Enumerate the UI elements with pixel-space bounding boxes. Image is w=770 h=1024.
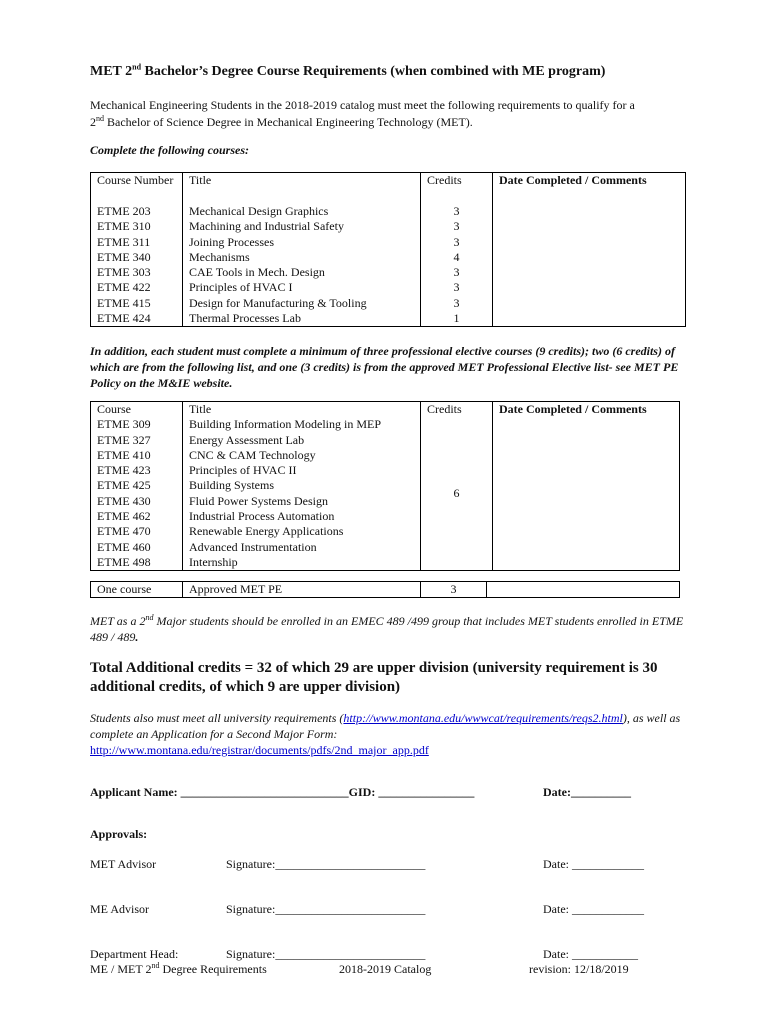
elective-courses-table	[90, 401, 680, 571]
met-advisor-label: MET Advisor	[90, 857, 157, 871]
applicant-name-gid-field[interactable]: Applicant Name: ____________________________GID: ________________	[90, 785, 475, 799]
title-header: Title	[183, 173, 421, 205]
table-row: One course Approved MET PE 3	[91, 582, 680, 598]
credits-header: Credits	[421, 402, 493, 418]
table-row: ETME 424 Thermal Processes Lab 1	[91, 311, 686, 327]
course-number-header: Course Number	[91, 173, 183, 205]
credits-header: Credits	[421, 173, 493, 205]
university-requirements-note: Students also must meet all university requirements (http://www.montana.edu/wwwcat/requirements/reqs2.html), as well as complete an Application for a Second Major Form: http://www.montana.edu/registrar/documents/pdfs/2nd_major_app.pdf	[90, 711, 681, 757]
second-major-form-link[interactable]: http://www.montana.edu/registrar/documents/pdfs/2nd_major_app.pdf	[90, 743, 429, 757]
elective-requirement-text: In addition, each student must complete a minimum of three professional elective courses (9 credits); two (6 credits) of which are from the following list, and one (3 credits) is from the approved MET Professional Elective list- see MET PE Policy on the M&IE website.	[90, 344, 679, 390]
intro-paragraph: Mechanical Engineering Students in the 2018-2019 catalog must meet the following requirements to qualify for a 2nd Bachelor of Science Degree in Mechanical Engineering Technology (MET).	[90, 98, 635, 129]
footer-doc-title: ME / MET 2nd Degree Requirements	[90, 961, 267, 976]
me-advisor-label: ME Advisor	[90, 902, 150, 916]
requirements-link[interactable]: http://www.montana.edu/wwwcat/requirements/reqs2.html	[343, 711, 623, 725]
table-row: ETME 203 Mechanical Design Graphics 3	[91, 204, 686, 219]
department-head-signature-field[interactable]: Signature:_________________________	[226, 947, 426, 961]
me-advisor-date-field[interactable]: Date: ____________	[543, 902, 644, 916]
table-header-row	[91, 173, 686, 205]
table-header-row	[91, 402, 680, 418]
date-header: Date Completed / Comments	[493, 173, 686, 205]
applicant-date-field[interactable]: Date:__________	[543, 785, 631, 799]
table-row: ETME 311 Joining Processes 3	[91, 235, 686, 250]
course-header: Course	[91, 402, 183, 418]
complete-heading: Complete the following courses:	[90, 143, 249, 157]
met-advisor-signature-field[interactable]: Signature:_________________________	[226, 857, 426, 871]
page-title: MET 2nd Bachelor’s Degree Course Requirements (when combined with ME program)	[90, 62, 606, 79]
met-advisor-date-field[interactable]: Date: ____________	[543, 857, 644, 871]
department-head-label: Department Head:	[90, 947, 179, 961]
date-header: Date Completed / Comments	[493, 402, 680, 418]
emec-group-note: MET as a 2nd Major students should be enrolled in an EMEC 489 /499 group that includes MET students enrolled in ETME 489 / 489.	[90, 613, 684, 644]
total-credits-statement: Total Additional credits = 32 of which 29 are upper division (university requirement is 30 additional credits, of which 9 are upper division)	[90, 660, 658, 695]
approved-pe-table	[90, 581, 680, 598]
me-advisor-signature-field[interactable]: Signature:_________________________	[226, 902, 426, 916]
footer-catalog: 2018-2019 Catalog	[339, 962, 432, 976]
table-row: ETME 310 Machining and Industrial Safety 3	[91, 219, 686, 234]
table-row: ETME 309 ETME 327 ETME 410 ETME 423 ETME 425 ETME 430 ETME 462 ETME 470 ETME 460 ETME 498 Building Information Modeling in MEP Energy Assessment Lab CNC & CAM Technology Principles of HVAC II Building Systems Fluid Power Systems Design Industrial Process Automation Renewable Energy Applications Advanced Instrumentation Internship 6	[91, 417, 680, 570]
table-row: ETME 340 Mechanisms 4	[91, 250, 686, 265]
footer-revision: revision: 12/18/2019	[529, 962, 629, 976]
title-header: Title	[183, 402, 421, 418]
table-row: ETME 415 Design for Manufacturing & Tooling 3	[91, 296, 686, 311]
required-courses-table	[90, 172, 686, 327]
approvals-heading: Approvals:	[90, 827, 148, 841]
elective-credits: 6	[421, 417, 493, 570]
table-row: ETME 422 Principles of HVAC I 3	[91, 280, 686, 295]
table-row: ETME 303 CAE Tools in Mech. Design 3	[91, 265, 686, 280]
department-head-date-field[interactable]: Date: ___________	[543, 947, 638, 961]
